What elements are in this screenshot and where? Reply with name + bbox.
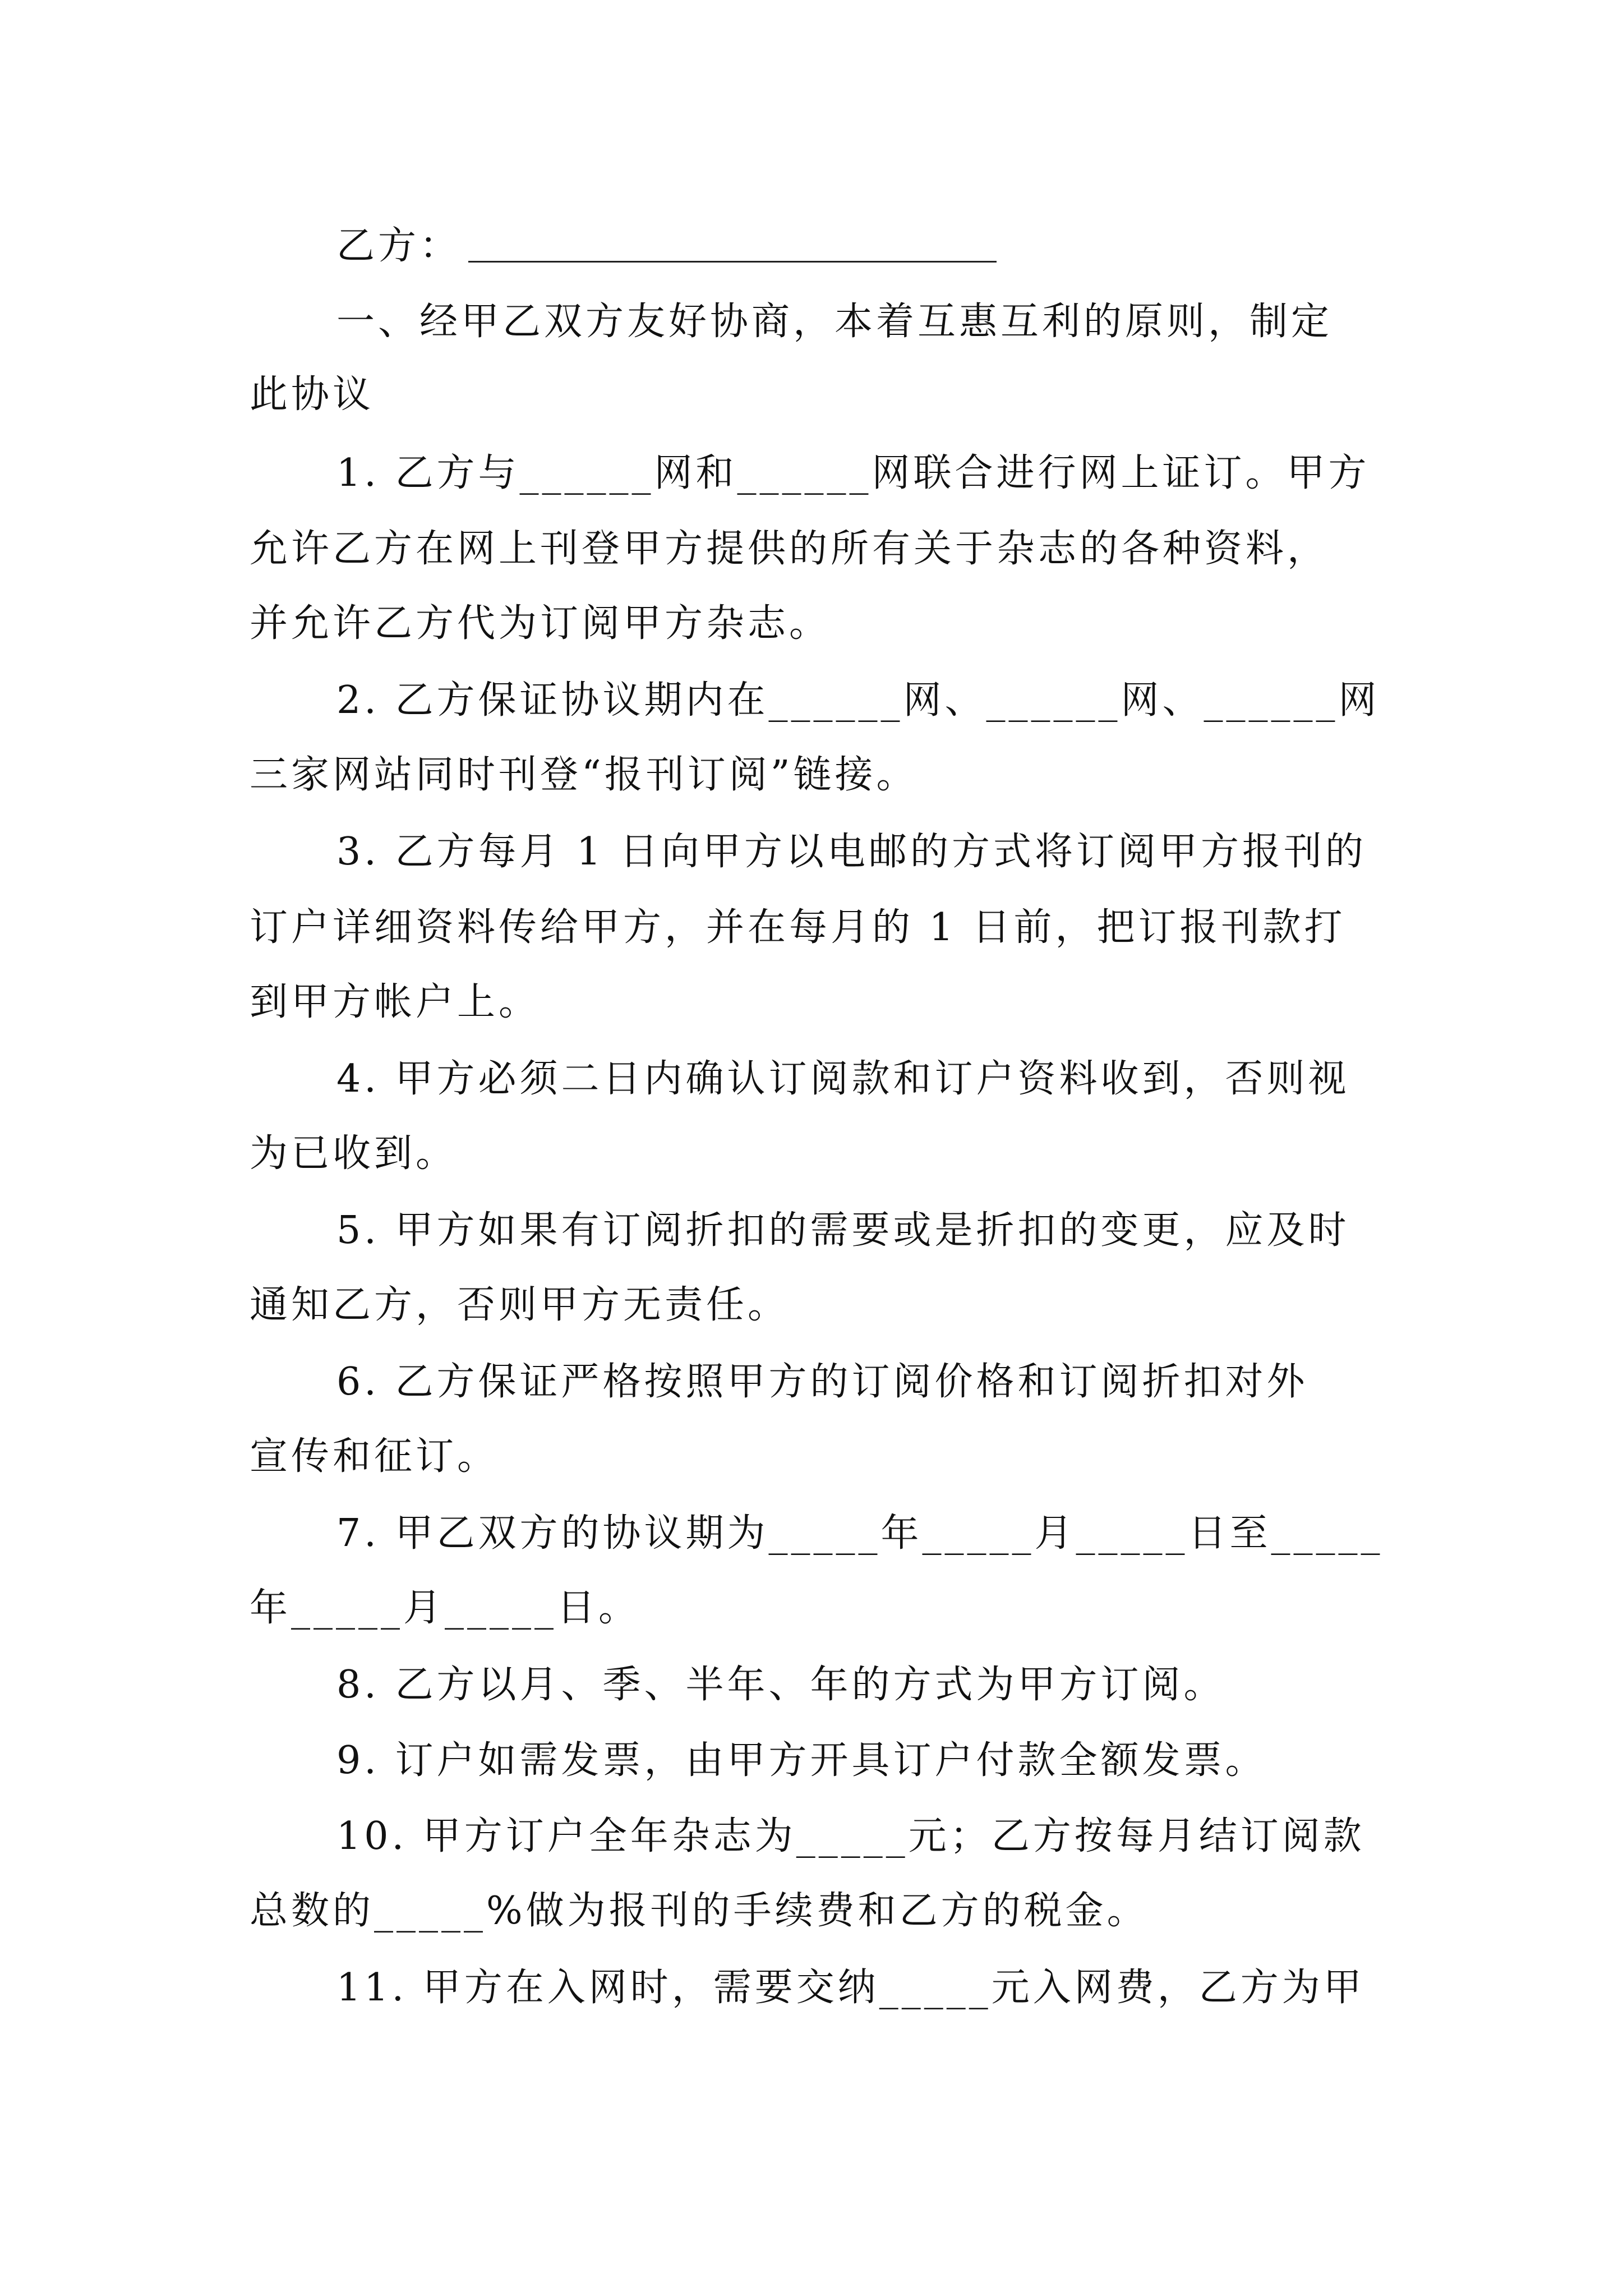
clause-5-line-2: 通知乙方，否则甲方无责任。: [250, 1283, 790, 1327]
clause-3-line-1: 3. 乙方每月 1 日向甲方以电邮的方式将订阅甲方报刊的: [336, 830, 1367, 874]
party-b-blank-line: [468, 261, 997, 263]
party-b-label: 乙方：: [336, 224, 462, 268]
clause-10-line-2: 总数的_____%做为报刊的手续费和乙方的税金。: [250, 1889, 1149, 1933]
clause-3-line-2: 订户详细资料传给甲方，并在每月的 1 日前，把订报刊款打: [250, 905, 1346, 950]
clause-10-line-1: 10. 甲方订户全年杂志为_____元；乙方按每月结订阅款: [336, 1814, 1365, 1858]
clause-5-line-1: 5. 甲方如果有订阅折扣的需要或是折扣的变更，应及时: [336, 1208, 1350, 1253]
clause-8-line-1: 8. 乙方以月、季、半年、年的方式为甲方订阅。: [336, 1663, 1225, 1707]
clause-1-line-2: 允许乙方在网上刊登甲方提供的所有关于杂志的各种资料，: [250, 527, 1329, 571]
clause-7-line-2: 年_____月_____日。: [250, 1586, 640, 1630]
clause-intro-line-2: 此协议: [250, 372, 375, 417]
clause-2-line-2: 三家网站同时刊登“报刊订阅”链接。: [250, 753, 918, 797]
clause-1-line-1: 1. 乙方与______网和______网联合进行网上证订。甲方: [336, 451, 1370, 495]
clause-4-line-2: 为已收到。: [250, 1131, 458, 1176]
clause-7-line-1: 7. 甲乙双方的协议期为_____年_____月_____日至_____: [336, 1511, 1384, 1556]
clause-9-line-1: 9. 订户如需发票，由甲方开具订户付款全额发票。: [336, 1738, 1267, 1783]
clause-3-line-3: 到甲方帐户上。: [250, 980, 541, 1024]
clause-6-line-2: 宣传和征订。: [250, 1434, 499, 1479]
clause-intro-line-1: 一、经甲乙双方友好协商，本着互惠互利的原则，制定: [336, 300, 1333, 344]
clause-2-line-1: 2. 乙方保证协议期内在______网、______网、______网: [336, 678, 1380, 723]
clause-1-line-3: 并允许乙方代为订阅甲方杂志。: [250, 601, 831, 646]
clause-6-line-1: 6. 乙方保证严格按照甲方的订阅价格和订阅折扣对外: [336, 1360, 1308, 1404]
clause-4-line-1: 4. 甲方必须二日内确认订阅款和订户资料收到，否则视: [336, 1057, 1350, 1101]
clause-11-line-1: 11. 甲方在入网时，需要交纳_____元入网费，乙方为甲: [336, 1966, 1365, 2010]
